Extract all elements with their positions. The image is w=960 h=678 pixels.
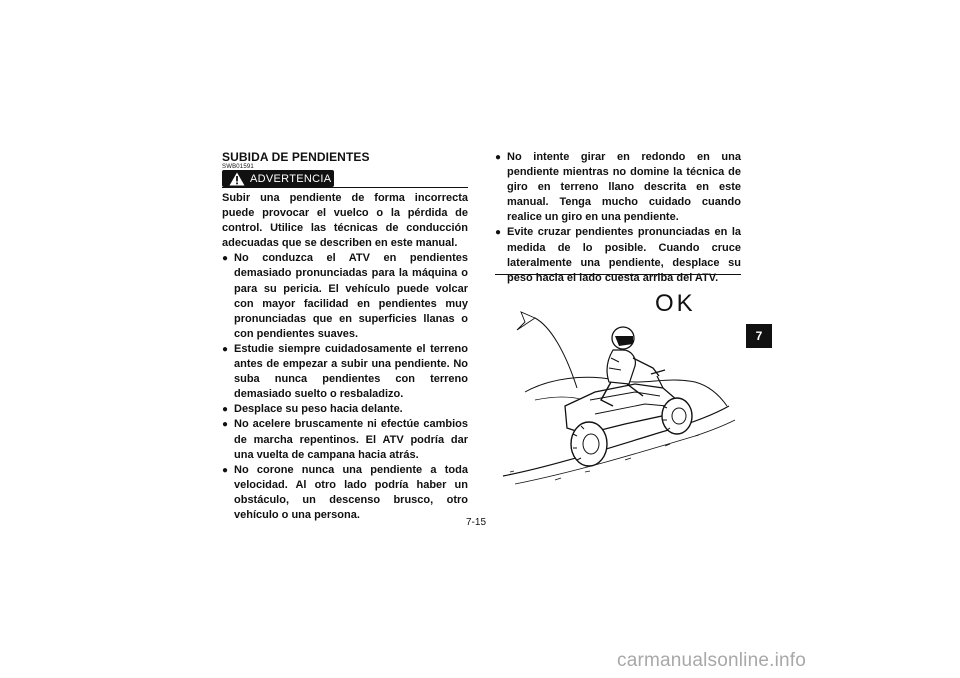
bullet-icon: ●: [495, 152, 502, 163]
bullet-icon: ●: [495, 227, 502, 239]
list-item: ● No conduzca el ATV en pendientes demasiado pronunciadas para la máquina o para su pericia. El vehículo puede volcar con mayor facilidad en pendientes muy pronunciadas que en superficies llanas o con pendientes suaves.: [222, 252, 468, 340]
right-bullet-list: [495, 150, 741, 286]
bullet-icon: ●: [222, 464, 229, 476]
section-title: SUBIDA DE PENDIENTES: [222, 150, 370, 164]
chapter-tab: 7: [746, 324, 772, 348]
left-bullet-list: [222, 251, 468, 523]
list-item: ● No corone nunca una pendiente a toda velocidad. Al otro lado podría haber un obstáculo, un descenso brusco, otro vehículo o una persona.: [222, 463, 468, 521]
warning-divider: [222, 187, 468, 188]
watermark: carmanualsonline.info: [617, 650, 807, 671]
bullet-icon: ●: [222, 253, 229, 265]
list-item: ● No acelere bruscamente ni efectúe cambios de marcha repentinos. El ATV podría dar una vuelta de campana hacia atrás.: [222, 418, 468, 461]
list-item: ● Desplace su peso hacia delante.: [222, 402, 468, 417]
list-item: ● Estudie siempre cuidadosamente el terreno antes de empezar a subir una pendiente. No suba nunca pendientes con terreno demasiado suelto o resbaladizo.: [222, 342, 468, 401]
warning-banner: [222, 170, 334, 187]
bullet-icon: ●: [222, 343, 229, 355]
left-column: [222, 191, 468, 523]
right-column: [495, 150, 741, 286]
warning-triangle-icon: [228, 171, 246, 186]
warning-end-divider: [495, 274, 741, 275]
atv-uphill-illustration: [495, 296, 745, 486]
list-item: ● No intente girar en redondo en una pendiente mientras no domine la técnica de giro en terreno llano descrita en este manual. Tenga mucho cuidado cuando realice un giro en una pendiente.: [495, 151, 741, 224]
warning-code: SWB01591: [222, 164, 254, 170]
list-item: ● Evite cruzar pendientes pronunciadas en la medida de lo posible. Cuando cruce lateralmente una pendiente, desplace su peso hacia el lado cuesta arriba del ATV.: [495, 226, 741, 284]
illustration-ok-label: OK: [655, 290, 696, 317]
warning-label: ADVERTENCIA: [250, 172, 332, 185]
page-number: 7-15: [466, 517, 487, 528]
bullet-icon: ●: [222, 419, 229, 431]
bullet-icon: ●: [222, 404, 229, 416]
warning-intro: Subir una pendiente de forma incorrecta puede provocar el vuelco o la pérdida de control. Utilice las técnicas de conducción adecuadas que se describen en este manual.: [222, 192, 468, 250]
